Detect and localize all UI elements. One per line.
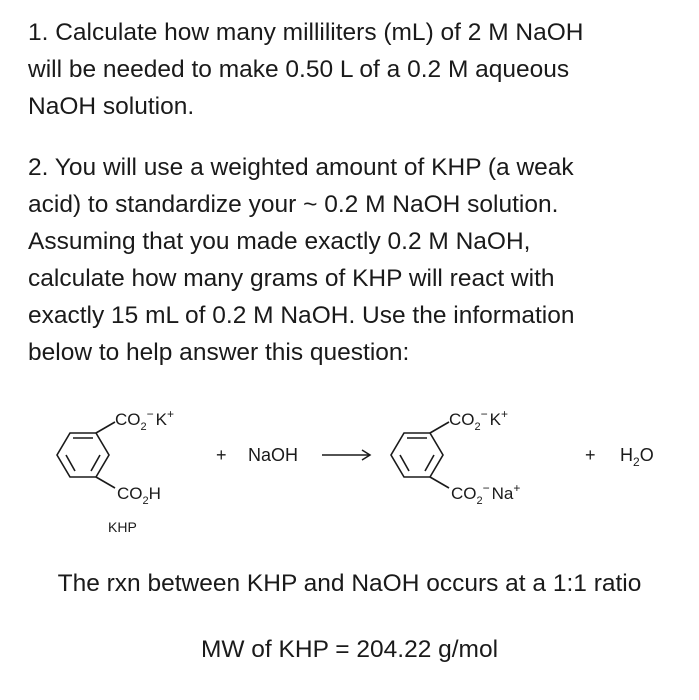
ratio-statement: The rxn between KHP and NaOH occurs at a 1:1 ratio xyxy=(57,570,642,597)
o-text: O xyxy=(639,445,654,465)
subscript: 2 xyxy=(140,421,147,433)
superscript: − xyxy=(480,407,488,421)
question-2-line: acid) to standardize your ~ 0.2 M NaOH solution. xyxy=(28,191,559,218)
h-text: H xyxy=(620,445,633,465)
question-2-line: below to help answer this question: xyxy=(28,339,410,366)
question-2-line: calculate how many grams of KHP will react with xyxy=(28,265,555,292)
product-benzene-ring xyxy=(391,422,449,488)
charge: + xyxy=(500,407,508,421)
subscript: 2 xyxy=(474,421,481,433)
superscript: − xyxy=(482,481,490,495)
co-text: CO xyxy=(451,484,477,503)
co-text: CO xyxy=(449,410,475,429)
h-text: H xyxy=(148,484,161,503)
plus-sign: + xyxy=(585,445,596,465)
khp-carboxylate-group xyxy=(115,407,174,433)
question-1 xyxy=(28,14,678,125)
cation: K xyxy=(489,410,501,429)
product-potassium-carboxylate xyxy=(449,407,508,433)
question-2-line: Assuming that you made exactly 0.2 M NaOH, xyxy=(28,228,531,255)
co-text: CO xyxy=(117,484,143,503)
charge: + xyxy=(166,407,174,421)
question-1-line: will be needed to make 0.50 L of a 0.2 M aqueous xyxy=(28,56,570,83)
charge: + xyxy=(513,481,521,495)
cation: K xyxy=(155,410,167,429)
subscript: 2 xyxy=(633,455,640,469)
superscript: − xyxy=(146,407,154,421)
co-text: CO xyxy=(115,410,141,429)
reaction-scheme xyxy=(0,395,699,555)
naoh-reagent: NaOH xyxy=(248,445,299,465)
question-2-line: exactly 15 mL of 0.2 M NaOH. Use the information xyxy=(28,302,575,329)
khp-label: KHP xyxy=(108,519,137,535)
plus-sign: + xyxy=(216,445,227,465)
molecular-weight-statement: MW of KHP = 204.22 g/mol xyxy=(200,636,499,663)
subscript: 2 xyxy=(476,495,483,507)
khp-carboxylic-acid-group xyxy=(117,484,161,507)
water-product xyxy=(620,445,654,469)
question-1-line: 1. Calculate how many milliliters (mL) of 2 M NaOH xyxy=(28,19,584,46)
question-1-line: NaOH solution. xyxy=(28,93,195,120)
question-2 xyxy=(28,149,678,371)
subscript: 2 xyxy=(142,495,149,507)
reaction-arrow xyxy=(322,450,370,460)
question-2-line: 2. You will use a weighted amount of KHP (a weak xyxy=(28,154,574,181)
cation: Na xyxy=(491,484,514,503)
product-sodium-carboxylate xyxy=(451,481,520,507)
khp-benzene-ring xyxy=(57,422,115,488)
